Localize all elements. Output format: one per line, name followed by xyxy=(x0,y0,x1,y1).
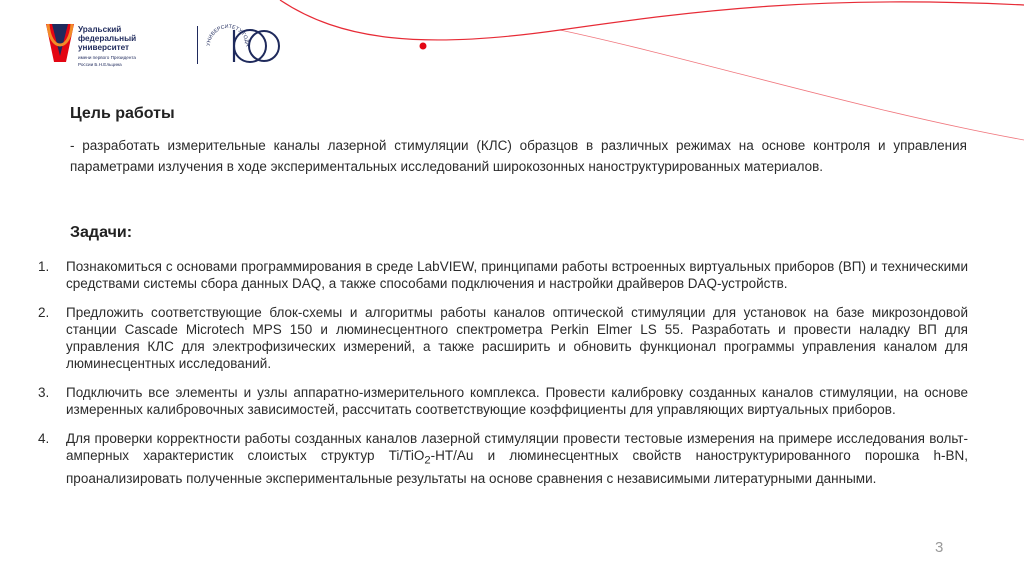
page-number: 3 xyxy=(935,539,944,556)
tasks-heading: Задачи: xyxy=(70,224,133,241)
red-curve-line-secondary xyxy=(560,30,1024,140)
tasks-list xyxy=(38,258,968,499)
task-number: 3. xyxy=(38,385,50,400)
task-text: Подключить все элементы и узлы аппаратно-измерительного комплекса. Провести калибровку созданных каналов стимуляции, на основе измеренных калибровочных зависимостей, рассчитать соответствующие коэффициенты для управляющих виртуальных приборов. xyxy=(66,385,968,417)
logo-divider xyxy=(197,26,198,64)
university-subtitle-line-1: имени первого Президента xyxy=(78,54,136,60)
university-name-line-2: федеральный xyxy=(78,34,137,44)
urfu-u-emblem-icon xyxy=(44,22,76,66)
task-item xyxy=(38,304,968,372)
university-name-line-3: университет xyxy=(78,43,130,53)
university-subtitle-line-2: России Б.Н.Ельцина xyxy=(78,62,122,68)
university-name-line-1: Уральский xyxy=(78,25,122,34)
task-number: 2. xyxy=(38,305,50,320)
anniversary-100-emblem-icon xyxy=(204,22,284,70)
svg-text:УНИВЕРСИТЕТУ ГОДА xyxy=(206,24,250,47)
goal-paragraph: - разработать измерительные каналы лазерной стимуляции (КЛС) образцов в различных режимах на основе контроля и управления параметрами излучения в ходе экспериментальных исследований широкозонных наноструктурированных материалов. xyxy=(70,138,967,174)
subscript: 2 xyxy=(424,454,431,467)
task-number: 4. xyxy=(38,431,50,446)
task-item xyxy=(38,384,968,418)
anniversary-ring-text: УНИВЕРСИТЕТУ ГОДА xyxy=(205,23,251,47)
red-curve-line xyxy=(280,0,1024,40)
goal-heading: Цель работы xyxy=(70,105,175,122)
task-item xyxy=(38,430,968,487)
task-item xyxy=(38,258,968,292)
task-text-part-1: Для проверки корректности работы созданных каналов лазерной стимуляции провести тестовые измерения на примере исследования вольт-амперных характеристик слоистых структур Ti/TiO xyxy=(66,431,968,463)
university-name xyxy=(78,25,188,67)
task-number: 1. xyxy=(38,259,50,274)
red-dot xyxy=(420,43,427,50)
task-text-part-2: -HT/Au и люминесцентных свойств наноструктурированного порошка h-BN, проанализировать полученные экспериментальные результаты на основе сравнения с независимыми литературными данными. xyxy=(66,448,968,486)
task-text: Познакомиться с основами программирования в среде LabVIEW, принципами работы встроенных виртуальных приборов (ВП) и техническими средствами системы сбора данных DAQ, а также способами подключения и настройки драйверов DAQ-устройств. xyxy=(66,259,968,291)
task-text: Предложить соответствующие блок-схемы и алгоритмы работы каналов оптической стимуляции для установок на базе микрозондовой станции Cascade Microtech MPS 150 и люминесцентного спектрометра Perkin Elmer LS 55. Разработать и провести наладку ВП для управления КЛС для электрофизических измерений, а также расширить и обновить функционал программы управления каналом для люминесцентных исследований. xyxy=(66,305,968,371)
